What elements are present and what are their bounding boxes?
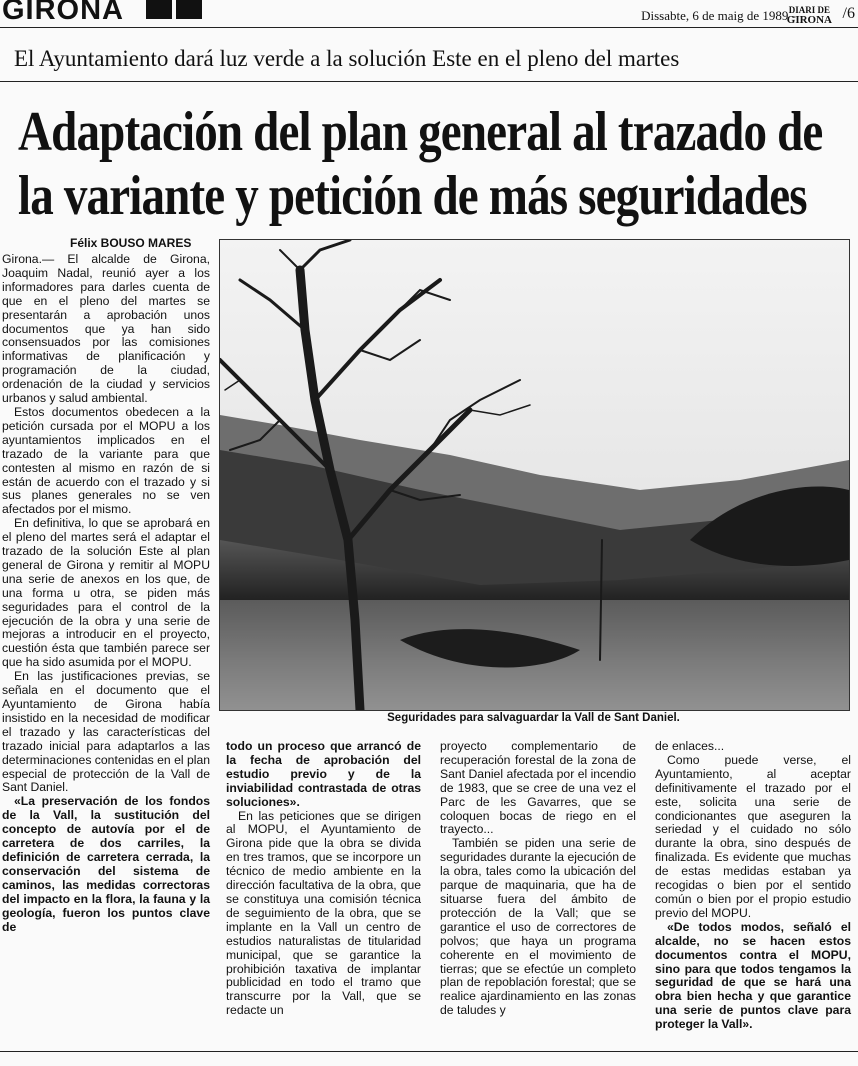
- byline: Félix BOUSO MARES: [70, 236, 192, 250]
- kicker-rule: [0, 81, 858, 82]
- headline-line-2: la variante y petición de más seguridades: [18, 165, 807, 227]
- article-photo: [219, 239, 850, 711]
- article-column-1: [2, 253, 210, 934]
- paragraph: En definitiva, lo que se aprobará en el pleno del martes será el adaptar el trazado de la solución Este al plan general de Girona y remitir al MOPU una serie de anexos en los que, de una forma u otra, se piden más seguridades para el control de la ejecución de la obra y una serie de mejoras a introducir en el proyecto, cuestión ésta que también parece ser que ha sido asumida por el MOPU.: [2, 516, 210, 670]
- issue-date: Dissabte, 6 de maig de 1989 -: [641, 8, 796, 23]
- paragraph-bold: «La preservación de los fondos de la Vall, la sustitución del concepto de autovía por el de carretera de dos carriles, la definición de carretera cerrada, la conservación del sistema de caminos, las medidas correctoras del impacto en la flora, la fauna y la geología, fueron los puntos clave de: [2, 794, 210, 934]
- article-headline: [18, 100, 823, 228]
- header-rule: [0, 27, 858, 28]
- article-column-4: [655, 740, 851, 1032]
- paragraph: También se piden una serie de seguridades durante la ejecución de la obra, tales como la ubicación del parque de maquinaria, que ha de situarse fuera del ámbito de protección de la Vall; que se garantice el uso de correctores de polvos; que haya un programa coherente en el movimiento de tierras; que se efectúe un completo plan de repoblación forestal; que se realice ajardinamiento en las zonas de taludes y: [440, 836, 636, 1018]
- section-block-2: [176, 0, 202, 19]
- paragraph: de enlaces...: [655, 739, 725, 753]
- paragraph: En las justificaciones previas, se señala en el documento que el Ayuntamiento de Girona había insistido en la necesidad de modificar el trazado y las características del trazado inicial para adaptarlos a las determinaciones contenidas en el plan especial de protección de la Vall de Sant Daniel.: [2, 669, 211, 795]
- headline-line-1: Adaptación del plan general al trazado de: [18, 101, 823, 163]
- article-column-3: [440, 740, 636, 1018]
- section-block-1: [146, 0, 172, 19]
- masthead-logo: [787, 6, 832, 26]
- page-header: [0, 0, 858, 28]
- paragraph: Estos documentos obedecen a la petición cursada por el MOPU a los ayuntamientos implicados en el trazado de la variante para que contesten al mismo en razón de si están de acuerdo con el trazado y si sus planes generales no se ven afectados por el mismo.: [2, 404, 210, 517]
- photo-caption: Seguridades para salvaguardar la Vall de Sant Daniel.: [387, 712, 680, 724]
- paragraph: En las peticiones que se dirigen al MOPU, el Ayuntamiento de Girona pide que la obra se divida en tres tramos, que se incorpore un técnico de medio ambiente en la dirección facultativa de la obra, que se constituya una comisión técnica de seguimiento de la obra, que se implante en la Vall un centro de estudios naturalistas de titularidad municipal, que se garantice la prohibición taxativa de implantar publicidad en todo el tramo que transcurre por la Vall, que se redacte un: [226, 808, 421, 1018]
- paragraph-bold: «De todos modos, señaló el alcalde, no se hacen estos documentos contra el MOPU, sino para que todos tengamos la seguridad de que se hará una obra bien hecha y que garantice una serie de puntos clave para proteger la Vall».: [655, 919, 851, 1032]
- paragraph-bold: todo un proceso que arrancó de la fecha de aprobación del estudio previo y de la inviabilidad contrastada de otras soluciones».: [226, 739, 421, 809]
- article-column-2: [226, 740, 421, 1018]
- masthead-line2: GIRONA: [786, 14, 832, 26]
- photo-landscape-image: [220, 240, 849, 710]
- page-number: /6: [842, 5, 855, 22]
- paragraph: Girona.— El alcalde de Girona, Joaquim Nadal, reunió ayer a los informadores para darles cuenta de que en el pleno del martes se presentarán a aprobación unos documentos que ya han sido consensuados por las comisiones informativas de planificación y programación de la ciudad, ordenación de la ciudad y servicios urbanos y salud ambiental.: [2, 252, 210, 406]
- paragraph: proyecto complementario de recuperación forestal de la zona de Sant Daniel afectada por el incendio de 1983, que se cree de una vez el Parc de les Gavarres, que se coloquen bocas de riego en el trayecto...: [440, 739, 636, 837]
- section-name: GIRONA: [2, 0, 124, 26]
- masthead-line1: DIARI DE: [788, 5, 831, 15]
- footer-rule: [0, 1051, 858, 1052]
- paragraph: Como puede verse, el Ayuntamiento, al aceptar definitivamente el trazado por el este, solicita una serie de condicionantes que aseguren la seriedad y el cuidado no sólo durante la obra, sino después de finalizada. Es evidente que muchas de estas medidas estaban ya recogidas o bien por el sentido común o bien por el propio estudio previo del MOPU.: [655, 752, 851, 920]
- article-kicker: El Ayuntamiento dará luz verde a la solución Este en el pleno del martes: [14, 46, 680, 71]
